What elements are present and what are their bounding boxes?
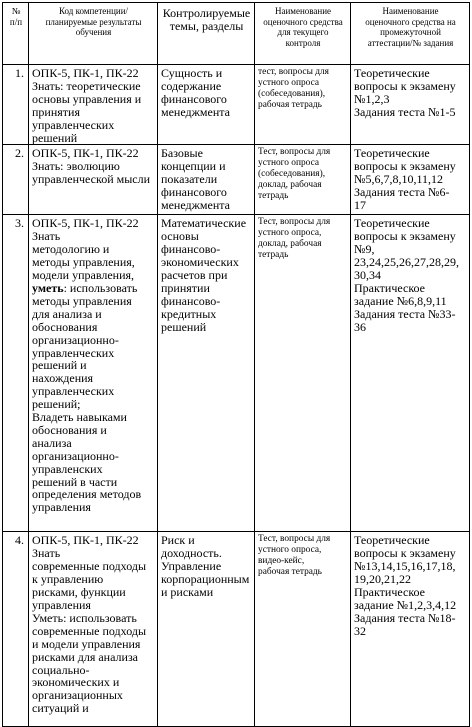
topics-line: концепции и bbox=[161, 159, 226, 174]
header-num: № п/п bbox=[3, 3, 29, 65]
table-header-row bbox=[3, 3, 470, 65]
topics-line: Управление bbox=[161, 559, 222, 574]
competence-text: управления bbox=[32, 500, 91, 515]
row-number: 2. bbox=[3, 145, 29, 215]
competence-cell bbox=[29, 65, 158, 145]
current-control-cell bbox=[255, 145, 351, 215]
competence-line bbox=[32, 501, 155, 514]
topics-line: Сущность и bbox=[161, 66, 223, 80]
competence-text: определения методов bbox=[32, 487, 142, 502]
current-line: тест, вопросы для bbox=[258, 67, 329, 77]
competence-line bbox=[32, 132, 155, 145]
table-row bbox=[3, 215, 470, 532]
interim-line: Практическое bbox=[354, 585, 426, 600]
interim-line: Практическое bbox=[354, 280, 426, 295]
competence-text: к управлению bbox=[32, 572, 104, 587]
topics-line: расчетов при bbox=[161, 268, 228, 283]
interim-line: Задания теста №6- bbox=[354, 185, 450, 200]
topics-line: финансово- bbox=[161, 293, 221, 308]
topics-line: менеджмента bbox=[161, 104, 230, 119]
interim-line: Теоретические bbox=[354, 146, 430, 161]
topic-cell bbox=[158, 215, 255, 532]
competence-text: основы управления и bbox=[32, 91, 142, 106]
topics-line: основы bbox=[161, 229, 199, 244]
competence-text: ОПК-5, ПК-1, ПК-22 bbox=[32, 66, 139, 80]
current-line: рабочая тетрадь bbox=[258, 100, 322, 110]
topics-line: корпорационным bbox=[161, 572, 250, 587]
interim-line: Задания теста №1-5 bbox=[354, 104, 456, 119]
topics-line: финансово- bbox=[161, 242, 221, 257]
competence-text: обоснования и bbox=[32, 422, 107, 437]
competence-text: методы управления, bbox=[32, 255, 135, 270]
current-line: доклад, рабочая bbox=[258, 180, 322, 191]
table-row bbox=[3, 65, 470, 145]
topics-line: показатели bbox=[161, 172, 218, 187]
current-control-cell bbox=[255, 532, 351, 727]
competence-text: социально- bbox=[32, 662, 90, 677]
competence-text: управленческих bbox=[32, 345, 115, 360]
competence-text: рисками, функции bbox=[32, 585, 126, 600]
interim-line: Задания теста №33- bbox=[354, 306, 456, 321]
competence-cell bbox=[29, 145, 158, 215]
competence-text: управленческой мысли bbox=[32, 172, 151, 187]
row-number: 1. bbox=[3, 65, 29, 145]
row-number: 4. bbox=[3, 532, 29, 727]
competence-text: Знать: эволюцию bbox=[32, 159, 120, 174]
competence-cell bbox=[29, 532, 158, 727]
competence-text: современные подходы bbox=[32, 559, 147, 574]
interim-line: №13,14,15,16,17,18, bbox=[354, 559, 456, 574]
competence-text: ОПК-5, ПК-1, ПК-22 bbox=[32, 216, 139, 231]
competence-text: методологию и bbox=[32, 242, 110, 257]
row-number: 3. bbox=[3, 215, 29, 532]
topic-cell bbox=[158, 145, 255, 215]
current-line: доклад, рабочая bbox=[258, 239, 322, 250]
competence-line bbox=[32, 173, 155, 186]
competence-text: уметь bbox=[32, 280, 64, 295]
current-line: видео-кейс, bbox=[258, 556, 305, 567]
competence-text: анализа bbox=[32, 435, 72, 450]
competence-text: : использовать bbox=[63, 280, 138, 295]
competence-text: управленческих bbox=[32, 117, 115, 132]
current-line: рабочая тетрадь bbox=[258, 567, 322, 578]
interim-assessment-cell bbox=[351, 145, 470, 215]
competence-text: Знать bbox=[32, 229, 61, 244]
competence-text: и модели управления bbox=[32, 636, 141, 651]
topics-line: Базовые bbox=[161, 146, 203, 161]
current-line: устного опроса bbox=[258, 78, 320, 88]
current-line: (собеседования), bbox=[258, 169, 326, 180]
competence-text: для анализа и bbox=[32, 306, 102, 321]
topics-line: экономических bbox=[161, 255, 239, 270]
interim-line: Задания теста №18- bbox=[354, 610, 456, 625]
table-row bbox=[3, 532, 470, 727]
competence-text: организационно- bbox=[32, 448, 119, 463]
competence-text: рисками для анализа bbox=[32, 649, 139, 664]
header-code: Код компетенции/ планируемые результаты обучения bbox=[29, 3, 158, 65]
topics-line: принятии bbox=[161, 280, 210, 295]
interim-line: 30,34 bbox=[354, 268, 381, 283]
topics-line: содержание bbox=[161, 78, 222, 93]
current-line: тетрадь bbox=[258, 191, 289, 202]
competence-text: ОПК-5, ПК-1, ПК-22 bbox=[32, 146, 139, 161]
header-current: Наименование оценочного средства для текущего контроля bbox=[255, 3, 351, 65]
competence-text: ситуаций и bbox=[32, 701, 89, 716]
competence-text: модели управления, bbox=[32, 268, 135, 283]
competence-text: решений bbox=[32, 130, 78, 145]
current-control-cell bbox=[255, 65, 351, 145]
interim-line: вопросы к экзамену bbox=[354, 159, 456, 174]
competence-text: обоснования bbox=[32, 319, 98, 334]
interim-line: Теоретические bbox=[354, 216, 430, 231]
competence-text: современные подходы bbox=[32, 623, 147, 638]
competence-text: организационных bbox=[32, 688, 123, 703]
competence-text: Знать bbox=[32, 546, 61, 561]
topics-line: кредитных bbox=[161, 306, 217, 321]
interim-line: 36 bbox=[354, 319, 366, 334]
topics-line: и рисками bbox=[161, 585, 214, 600]
interim-line: №1,2,3 bbox=[354, 91, 390, 106]
header-topics: Контролируемые темы, разделы bbox=[158, 3, 255, 65]
topics-line: Математические bbox=[161, 216, 247, 231]
topics-line: доходность. bbox=[161, 546, 222, 561]
topics-line: менеджмента bbox=[161, 198, 230, 213]
current-line: (собеседования), bbox=[258, 89, 326, 99]
competence-text: управления bbox=[32, 597, 91, 612]
current-control-cell bbox=[255, 215, 351, 532]
interim-line: №9, bbox=[354, 242, 375, 257]
interim-line: вопросы к экзамену bbox=[354, 78, 456, 93]
current-line: Тест, вопросы для bbox=[258, 147, 331, 158]
interim-line: задание №1,2,3,4,12 bbox=[354, 597, 457, 612]
current-line: устного опроса, bbox=[258, 545, 322, 556]
competence-text: Знать: теоретические bbox=[32, 78, 141, 93]
interim-line: 32 bbox=[354, 623, 366, 638]
competence-text: экономических и bbox=[32, 675, 120, 690]
topics-line: решений bbox=[161, 319, 207, 334]
assessment-table bbox=[2, 2, 470, 727]
competence-text: управленских bbox=[32, 461, 103, 476]
topics-line: Риск и bbox=[161, 533, 195, 548]
competence-text: методы управления bbox=[32, 293, 132, 308]
interim-line: 17 bbox=[354, 198, 366, 213]
competence-text: ОПК-5, ПК-1, ПК-22 bbox=[32, 533, 139, 548]
interim-line: Теоретические bbox=[354, 66, 430, 80]
interim-line: Теоретические bbox=[354, 533, 430, 548]
interim-line: 23,24,25,26,27,28,29, bbox=[354, 255, 459, 270]
competence-text: Владеть навыками bbox=[32, 410, 127, 425]
current-line: устного опроса, bbox=[258, 228, 322, 239]
interim-assessment-cell bbox=[351, 532, 470, 727]
interim-line: задание №6,8,9,11 bbox=[354, 293, 447, 308]
table-row bbox=[3, 145, 470, 215]
current-line: устного опроса bbox=[258, 158, 320, 169]
topics-line: финансового bbox=[161, 91, 227, 106]
competence-text: управленческих bbox=[32, 384, 115, 399]
topic-cell bbox=[158, 532, 255, 727]
current-line: Тест, вопросы для bbox=[258, 534, 331, 545]
current-line: Тест, вопросы для bbox=[258, 217, 331, 228]
interim-assessment-cell bbox=[351, 215, 470, 532]
interim-line: вопросы к экзамену bbox=[354, 546, 456, 561]
header-interim: Наименование оценочного средства на промежуточной аттестации/№ задания bbox=[351, 3, 470, 65]
interim-line: 19,20,21,22 bbox=[354, 572, 411, 587]
competence-text: принятия bbox=[32, 104, 80, 119]
competence-text: организационно- bbox=[32, 332, 119, 347]
competence-cell bbox=[29, 215, 158, 532]
topics-line: финансового bbox=[161, 185, 227, 200]
interim-assessment-cell bbox=[351, 65, 470, 145]
competence-text: решений в части bbox=[32, 474, 118, 489]
interim-line: вопросы к экзамену bbox=[354, 229, 456, 244]
current-line: тетрадь bbox=[258, 250, 289, 261]
competence-text: нахождения bbox=[32, 371, 94, 386]
competence-text: решений; bbox=[32, 397, 81, 412]
topic-cell bbox=[158, 65, 255, 145]
competence-text: решений и bbox=[32, 358, 87, 373]
competence-text: Уметь: использовать bbox=[32, 610, 137, 625]
interim-line: №5,6,7,8,10,11,12 bbox=[354, 172, 444, 187]
